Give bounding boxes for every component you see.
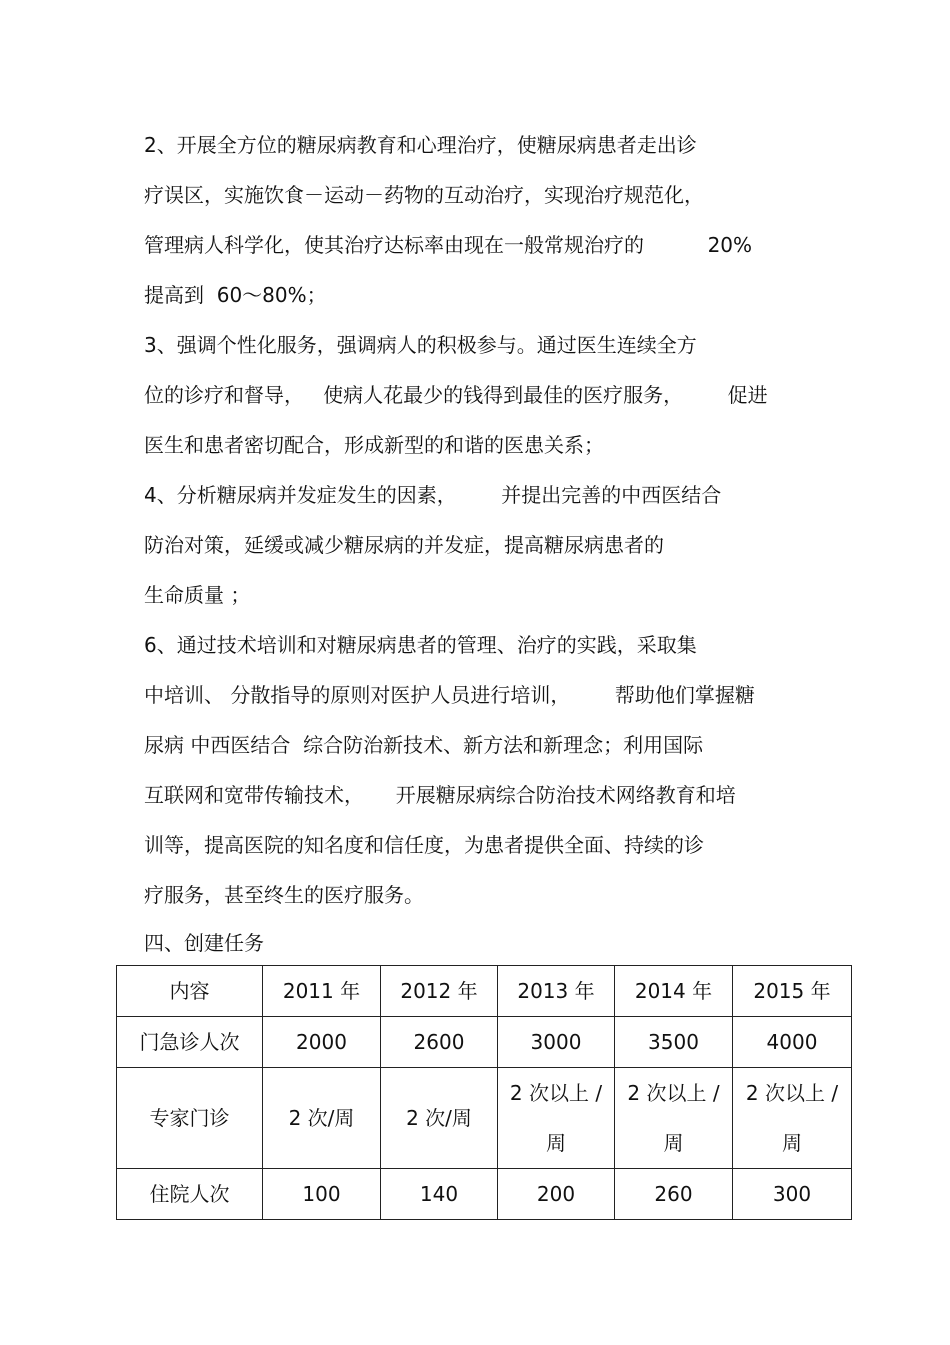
paragraph-line: 互联网和宽带传输技术， 开展糖尿病综合防治技术网络教育和培 — [144, 783, 736, 807]
table-cell: 200 — [498, 1169, 615, 1220]
paragraph-line: 中培训、 分散指导的原则对医护人员进行培训， 帮助他们掌握糖 — [144, 683, 755, 707]
table-cell: 140 — [381, 1169, 498, 1220]
paragraph-line: 提高到 60～80%； — [144, 283, 327, 307]
table-header-cell: 2013 年 — [498, 966, 615, 1017]
table-header-row — [117, 966, 852, 1017]
section-heading: 四、创建任务 — [144, 931, 264, 955]
paragraph-line: 训等，提高医院的知名度和信任度，为患者提供全面、持续的诊 — [144, 833, 704, 857]
table-cell: 100 — [263, 1169, 381, 1220]
table-cell: 门急诊人次 — [117, 1017, 263, 1068]
table-row — [117, 1169, 852, 1220]
table-header-cell: 内容 — [117, 966, 263, 1017]
task-table — [116, 965, 852, 1220]
paragraph-line: 管理病人科学化，使其治疗达标率由现在一般常规治疗的 20% — [144, 233, 753, 257]
table-row — [117, 1017, 852, 1068]
table-header-cell: 2014 年 — [615, 966, 733, 1017]
paragraph-line: 3、强调个性化服务，强调病人的积极参与。通过医生连续全方 — [144, 333, 697, 357]
paragraph-line: 尿病 中西医结合 综合防治新技术、新方法和新理念；利用国际 — [144, 733, 704, 757]
table-cell: 2000 — [263, 1017, 381, 1068]
table-cell: 300 — [733, 1169, 852, 1220]
table-header-cell: 2011 年 — [263, 966, 381, 1017]
table-cell: 2 次以上 / 周 — [615, 1068, 733, 1169]
table-cell: 2600 — [381, 1017, 498, 1068]
paragraph-line: 疗误区，实施饮食－运动－药物的互动治疗，实现治疗规范化， — [144, 183, 704, 207]
paragraph-line: 医生和患者密切配合，形成新型的和谐的医患关系； — [144, 433, 604, 457]
table-cell: 专家门诊 — [117, 1068, 263, 1169]
table-header-cell: 2015 年 — [733, 966, 852, 1017]
paragraph-line: 6、通过技术培训和对糖尿病患者的管理、治疗的实践，采取集 — [144, 633, 697, 657]
paragraph-line: 2、开展全方位的糖尿病教育和心理治疗，使糖尿病患者走出诊 — [144, 133, 697, 157]
table-cell: 4000 — [733, 1017, 852, 1068]
table-cell: 住院人次 — [117, 1169, 263, 1220]
paragraph-line: 位的诊疗和督导， 使病人花最少的钱得到最佳的医疗服务， 促进 — [144, 383, 768, 407]
table-cell: 260 — [615, 1169, 733, 1220]
table-cell: 3000 — [498, 1017, 615, 1068]
paragraph-line: 4、分析糖尿病并发症发生的因素， 并提出完善的中西医结合 — [144, 483, 722, 507]
table-cell: 3500 — [615, 1017, 733, 1068]
table-cell: 2 次/周 — [263, 1068, 381, 1169]
table-header-cell: 2012 年 — [381, 966, 498, 1017]
paragraph-line: 疗服务，甚至终生的医疗服务。 — [144, 883, 424, 907]
paragraph-line: 防治对策，延缓或减少糖尿病的并发症，提高糖尿病患者的 — [144, 533, 664, 557]
table-cell: 2 次以上 / 周 — [498, 1068, 615, 1169]
paragraph-line: 生命质量 ； — [144, 583, 251, 607]
table-row — [117, 1068, 852, 1169]
table-cell: 2 次/周 — [381, 1068, 498, 1169]
table-cell: 2 次以上 / 周 — [733, 1068, 852, 1169]
